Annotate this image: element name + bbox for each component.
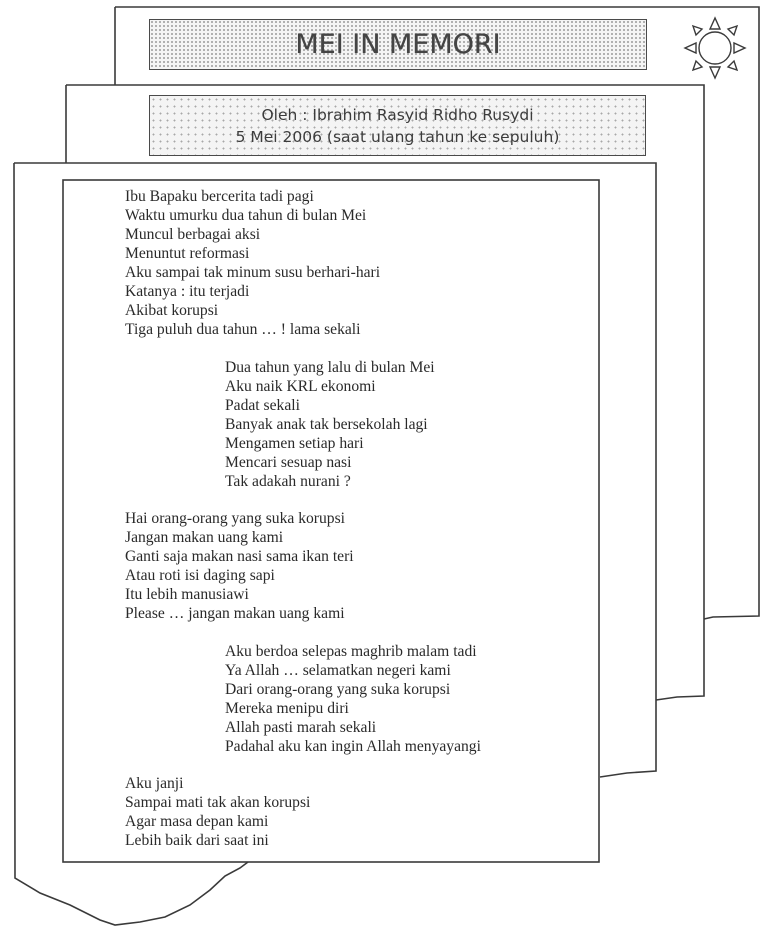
poem-line: Aku naik KRL ekonomi bbox=[225, 377, 376, 395]
poem-line: Tiga puluh dua tahun … ! lama sekali bbox=[125, 321, 361, 338]
poem-line: Padat sekali bbox=[225, 396, 300, 414]
stanza bbox=[125, 187, 595, 339]
poem-line: Banyak anak tak bersekolah lagi bbox=[225, 415, 428, 433]
poem-line: Muncul berbagai aksi bbox=[125, 226, 261, 243]
poem-line: Itu lebih manusiawi bbox=[125, 586, 249, 603]
stanza bbox=[125, 642, 595, 756]
poem-line: Padahal aku kan ingin Allah menyayangi bbox=[225, 737, 481, 755]
sun-icon bbox=[685, 18, 745, 78]
poem-line: Agar masa depan kami bbox=[125, 813, 269, 830]
poem-line: Akibat korupsi bbox=[125, 302, 219, 319]
poem-line: Waktu umurku dua tahun di bulan Mei bbox=[125, 207, 367, 224]
stanza-gap bbox=[125, 623, 595, 642]
date-line: 5 Mei 2006 (saat ulang tahun ke sepuluh) bbox=[235, 127, 560, 146]
stanza-gap bbox=[125, 756, 595, 775]
poem-line: Dari orang-orang yang suka korupsi bbox=[225, 680, 451, 698]
poem-line: Mereka menipu diri bbox=[225, 699, 349, 717]
poem-line: Ganti saja makan nasi sama ikan teri bbox=[125, 548, 354, 565]
poem-line: Hai orang-orang yang suka korupsi bbox=[125, 510, 345, 527]
stanza-gap bbox=[125, 491, 595, 510]
poem-line: Menuntut reformasi bbox=[125, 245, 250, 262]
stanza bbox=[125, 774, 595, 850]
stanza bbox=[125, 509, 595, 623]
poem-line: Sampai mati tak akan korupsi bbox=[125, 794, 311, 811]
poem-line: Mencari sesuap nasi bbox=[225, 453, 352, 471]
poem-line: Mengamen setiap hari bbox=[225, 434, 364, 452]
poem-line: Aku sampai tak minum susu berhari-hari bbox=[125, 264, 381, 281]
poem-line: Ya Allah … selamatkan negeri kami bbox=[225, 661, 451, 679]
poem-line: Tak adakah nurani ? bbox=[225, 472, 351, 490]
poem-title: MEI IN MEMORI bbox=[295, 29, 501, 60]
author-line: Oleh : Ibrahim Rasyid Ridho Rusydi bbox=[261, 105, 534, 124]
poem-line: Aku janji bbox=[125, 775, 184, 792]
byline-banner bbox=[149, 95, 646, 156]
poem-line: Jangan makan uang kami bbox=[125, 529, 284, 546]
poem-line: Allah pasti marah sekali bbox=[225, 718, 377, 736]
poem-line: Please … jangan makan uang kami bbox=[125, 605, 345, 622]
stanza-gap bbox=[125, 339, 595, 358]
poem-line: Lebih baik dari saat ini bbox=[125, 832, 269, 849]
poem-line: Ibu Bapaku bercerita tadi pagi bbox=[125, 188, 314, 205]
poem-line: Aku berdoa selepas maghrib malam tadi bbox=[225, 642, 477, 660]
poem-body bbox=[125, 187, 595, 850]
title-banner bbox=[149, 19, 647, 70]
poem-line: Dua tahun yang lalu di bulan Mei bbox=[225, 358, 435, 376]
poem-line: Katanya : itu terjadi bbox=[125, 283, 250, 300]
poem-line: Atau roti isi daging sapi bbox=[125, 567, 275, 584]
stanza bbox=[125, 358, 595, 491]
